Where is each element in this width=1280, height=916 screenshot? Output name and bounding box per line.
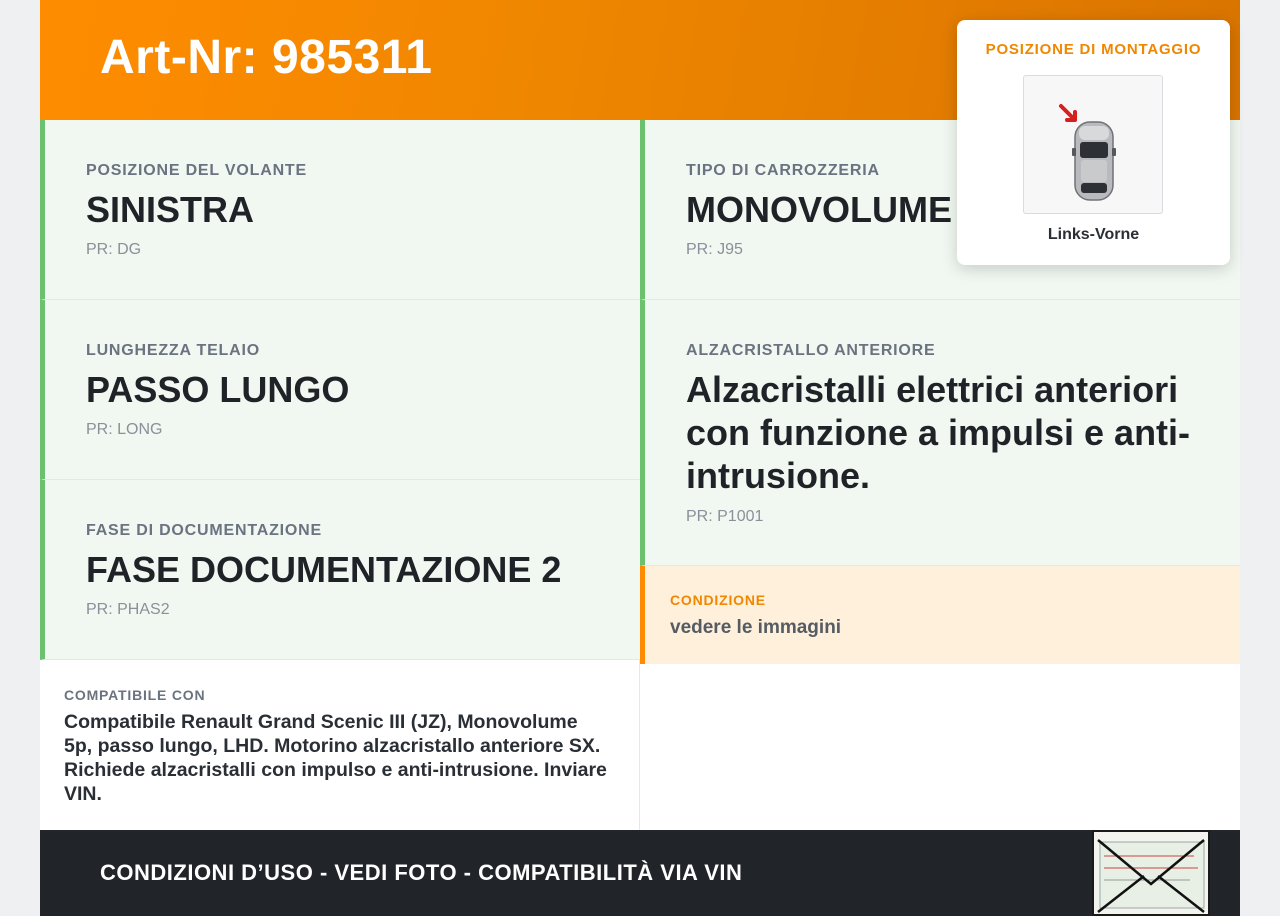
- spec-label: LUNGHEZZA TELAIO: [86, 342, 260, 359]
- mounting-position-caption: Links-Vorne: [1047, 226, 1140, 243]
- article-number-title: Art-Nr: 985311: [100, 31, 433, 84]
- car-position-image: [1023, 75, 1163, 214]
- spec-value: Alzacristalli elettrici anteriori con funzione a impulsi e anti-intrusione.: [686, 369, 1191, 496]
- spec-label: ALZACRISTALLO ANTERIORE: [686, 342, 936, 359]
- spec-pr-code: PR: LONG: [86, 421, 163, 438]
- car-top-view-icon: [1024, 76, 1164, 215]
- spec-frame: [40, 300, 640, 480]
- spec-steering: [40, 120, 640, 300]
- footer-text: CONDIZIONI D’USO - VEDI FOTO - COMPATIBILITÀ VIA VIN: [100, 860, 743, 885]
- spec-label: TIPO DI CARROZZERIA: [686, 162, 880, 179]
- spec-value: MONOVOLUME: [686, 189, 952, 230]
- spec-value: SINISTRA: [86, 189, 255, 230]
- compatibility-text: Compatibile Renault Grand Scenic III (JZ), Monovolume 5p, passo lungo, LHD. Motorino alzacristallo anteriore SX. Richiede alzacristalli con impulso e anti-intrusione. Inviare VIN.: [64, 711, 607, 805]
- spec-pr-code: PR: DG: [86, 241, 142, 258]
- envelope-icon: [1094, 832, 1208, 914]
- spec-pr-code: PR: J95: [686, 241, 743, 258]
- compatibility-label: COMPATIBILE CON: [64, 687, 206, 703]
- compatibility-box: [40, 660, 640, 830]
- spec-window: [640, 300, 1240, 566]
- condition-label: CONDIZIONE: [670, 592, 766, 608]
- spec-label: POSIZIONE DEL VOLANTE: [86, 162, 307, 179]
- document-stamp-image: [1092, 830, 1210, 916]
- condition-value: vedere le immagini: [670, 617, 842, 638]
- mounting-position-card: [957, 20, 1230, 265]
- spec-phase: [40, 480, 640, 660]
- spec-pr-code: PR: P1001: [686, 508, 764, 525]
- mounting-position-label: POSIZIONE DI MONTAGGIO: [985, 41, 1202, 58]
- spec-pr-code: PR: PHAS2: [86, 601, 170, 618]
- spec-label: FASE DI DOCUMENTAZIONE: [86, 522, 322, 539]
- footer-bar: [40, 830, 1240, 916]
- spec-value: FASE DOCUMENTAZIONE 2: [86, 549, 562, 590]
- condition-box: [640, 566, 1240, 664]
- spec-value: PASSO LUNGO: [86, 369, 350, 410]
